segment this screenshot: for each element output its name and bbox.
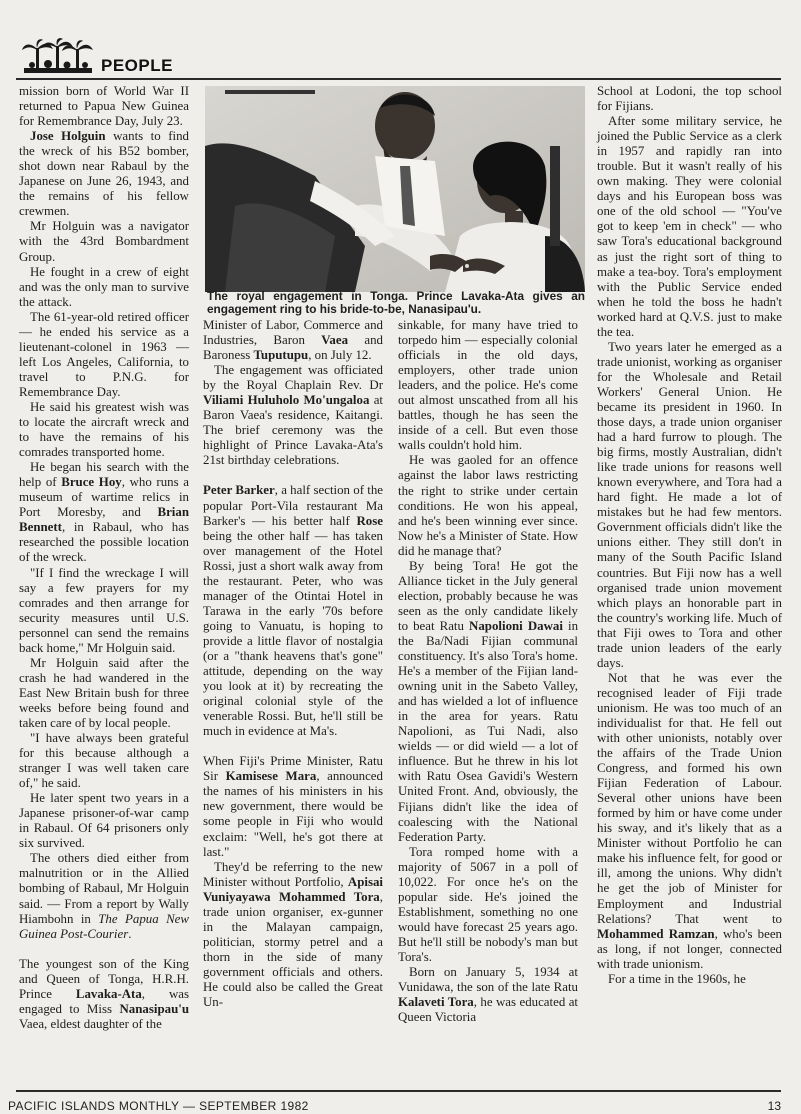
photo-caption: The royal engagement in Tonga. Prince Lavaka-Ata gives an engagement ring to his bride-to-be, Nanasipau'u. [207,289,585,316]
paragraph: Mr Holguin said after the crash he had wandered in the East New Britain bush for three weeks before being found and taken care of by local people. [19,655,189,730]
paragraph: Mr Holguin was a navigator with the 43rd Bombardment Group. [19,219,189,264]
person-name: Napolioni Dawai [469,618,563,633]
paragraph: Peter Barker, a half section of the popular Port-Vila restaurant Ma Barker's — his better half Rose being the other half — has taken over management of the Hotel Rossi, just a short walk away from the restaurant. Peter, who was manager of the Otintai Hotel in Tarawa in the early '70s before going to Vanuatu, is hoping to provide a little flavor of nostalgia (or a "thank heavens that's gone" attitude, depending on the way you look at it) by recreating the original colonial style of the venerable Rossi. But, he'll still be much in evidence at Ma's. [203,483,383,739]
paragraph: The youngest son of the King and Queen of Tonga, H.R.H. Prince Lavaka-Ata, was engaged to Miss Nanasipau'u Vaea, eldest daughter of the [19,956,190,1031]
person-name: Brian Bennett [19,505,189,535]
magazine-footer: PACIFIC ISLANDS MONTHLY — SEPTEMBER 1982 [8,1099,309,1113]
paragraph: He began his search with the help of Bruce Hoy, who runs a museum of wartime relics in Port Moresby, and Brian Bennett, in Rabaul, who has researched the possible location of the wreck. [19,460,189,565]
section-title: PEOPLE [101,56,173,75]
page-header [0,0,801,85]
footer-rule [16,1090,781,1092]
paragraph: By being Tora! He got the Alliance ticket in the July general election, probably because he was seen as the only candidate likely to beat Ratu Napolioni Dawai in the Ba/Nadi Fijian communal constituency. It's also Tora's home. He's a member of the Fijian land-owning unit in the Sabeto Valley, and has wielded a lot of influence in the area for years. Ratu Napolioni, as Tui Nadi, also wields — or did wield — a lot of influence. But he threw in his lot with Ratu Osea Gavidi's Western United Front. And, obviously, the Fijians didn't like the idea of coalescing with the National Federation Party. [398,558,579,844]
person-name: Nanasipau'u [119,1001,189,1016]
person-name: Viliami Huluholo Mo'ungaloa [203,393,370,408]
paragraph: When Fiji's Prime Minister, Ratu Sir Kamisese Mara, announced the names of his ministers in his new government, there would be some people in Fiji who would exclaim: "Well, he's got there at last." [203,754,383,859]
paragraph: The engagement was officiated by the Royal Chaplain Rev. Dr Viliami Huluholo Mo'ungaloa at Baron Vaea's residence, Kaitangi. The brief ceremony was the highlight of Prince Lavaka-Ata's 21st birthday celebrations. [203,363,383,468]
paragraph: School at Lodoni, the top school for Fijians. [597,84,782,114]
page-number: 13 [767,1099,781,1113]
paragraph: He fought in a crew of eight and was the only man to survive the attack. [19,264,189,309]
article-column-3 [398,318,578,1025]
person-name: Apisai Vuniyayawa Mohammed Tora [203,874,383,904]
paragraph: For a time in the 1960s, he [608,971,746,986]
paragraph: sinkable, for many have tried to torpedo him — especially colonial officials in the old days, employers, other trade union leaders, and the police. He's come out almost unscathed from all his battles, though he has seen the inside of a cell. But even those walls couldn't hold him. [398,318,578,453]
person-name: Jose Holguin [30,129,106,144]
paragraph: He later spent two years in a Japanese prisoner-of-war camp in Rabaul. Of 64 prisoners only six survived. [19,791,189,851]
paragraph: He was gaoled for an offence against the labor laws restricting the right to strike under certain conditions. He won his appeal, and he's been winning ever since. Now he's a Minister of State. How did he manage that? [398,453,578,558]
person-name: Tuputupu [253,348,309,363]
article-column-2 [203,318,383,1010]
article-column-4 [597,84,782,987]
person-name: Bruce Hoy [61,475,122,490]
paragraph: mission born of World War II returned to Papua New Guinea for Remembrance Day, July 23. [19,84,189,129]
paragraph: They'd be referring to the new Minister without Portfolio, Apisai Vuniyayawa Mohammed Tora, trade union organiser, ex-gunner in the Malayan campaign, politician, stormy petrel and a thorn in the side of many government officials and others. He could also be called the Great Un- [203,859,383,1010]
person-name: Mohammed Ramzan [597,926,715,941]
person-name: Kalaveti Tora [398,995,474,1010]
paragraph: Jose Holguin wants to find the wreck of his B52 bomber, shot down near Rabaul by the Japanese on June 26, 1943, and the remains of his fellow crewmen. [19,129,189,219]
paragraph: "If I find the wreckage I will say a few prayers for my comrades and then arrange for security measures until U.S. personnel can send the remains back home," Mr Holguin said. [19,565,189,655]
person-name: Lavaka-Ata [75,986,142,1001]
photo-image [205,86,585,292]
paragraph: He said his greatest wish was to locate the aircraft wreck and to have the remains of his comrades transported home. [19,399,189,460]
publication-title: The Papua New Guinea Post-Courier [19,911,189,941]
paragraph: After some military service, he joined the Public Service as a clerk in 1957 and rapidly ran into trouble. But it wasn't really of his own making. They were colonial days and his European boss was one of the old school — "You've got to keep 'em in check" — who saw Tora's educational background as just the right sort of thing to make a tea-boy. Tora's employment with the Public Service ended when he told the boss he hadn't worked hard at Q.V.S. just to make the tea. [597,114,782,339]
person-name: Kamisese Mara [225,769,317,784]
paragraph: The others died either from malnutrition or in the Allied bombing of Rabaul, Mr Holguin said. — From a report by Wally Hiambohn in The Papua New Guinea Post-Courier. [19,851,189,941]
engagement-photo [205,86,585,292]
paragraph: Two years later he emerged as a trade unionist, working as organiser for the Wholesale and Retail Workers' General Union. He became its president in 1960. In those days, a trade union organiser had a hard furrow to plough. The big firms, mostly Australian, didn't like trade unions for reasons well known everywhere, and Tora had a hard fight. He made a lot of mistakes but he had few mentors. Government officials didn't like the unions either. They still don't in many of the South Pacific Island countries. But Fiji now has a well organised trade union movement which plays an honorable part in the country's working life. Much of that Fiji owes to Tora and other trade union leaders of the early days. [597,339,782,670]
paragraph: Not that he was ever the recognised leader of Fiji trade unionism. He was too much of an individualist for that. He fell out with other unionists, notably over the affairs of the Trade Union Congress, and formed his own Fijian Federation of Labour. Several other unions have been formed by him or have come under his sway, and it's likely that as a Minister without Portfolio he can make his influence felt, for good or ill, among the unions. Why didn't he get the job of Minister for Employment and Industrial Relations? That went to Mohammed Ramzan, who's been as long, if not longer, connected with trade unionism. [597,670,782,971]
paragraph: Minister of Labor, Commerce and Industries, Baron Vaea and Baroness Tuputupu, on July 12. [203,318,383,363]
paragraph: The 61-year-old retired officer — he ended his service as a lieutenant-colonel in 1963 — left Los Angeles, California, to travel to P.N.G. for Remembrance Day. [19,309,189,399]
paragraph: Born on January 5, 1934 at Vunidawa, the son of the late Ratu Kalaveti Tora, he was educated at Queen Victoria [398,965,578,1025]
person-name: Peter Barker [203,483,275,498]
article-column-1 [19,84,189,1032]
palm-trees-logo-icon [22,38,94,74]
person-name: Rose [356,513,383,528]
paragraph: "I have always been grateful for this because although a stranger I was well taken care of," he said. [19,731,189,791]
paragraph: Tora romped home with a majority of 5067 in a poll of 10,022. For once he's on the popular side. He's joined the Establishment, something no one would have forecast 25 years ago. But he'll still be nobody's man but Tora's. [398,844,578,964]
person-name: Vaea [321,333,349,348]
header-rule [16,78,781,80]
